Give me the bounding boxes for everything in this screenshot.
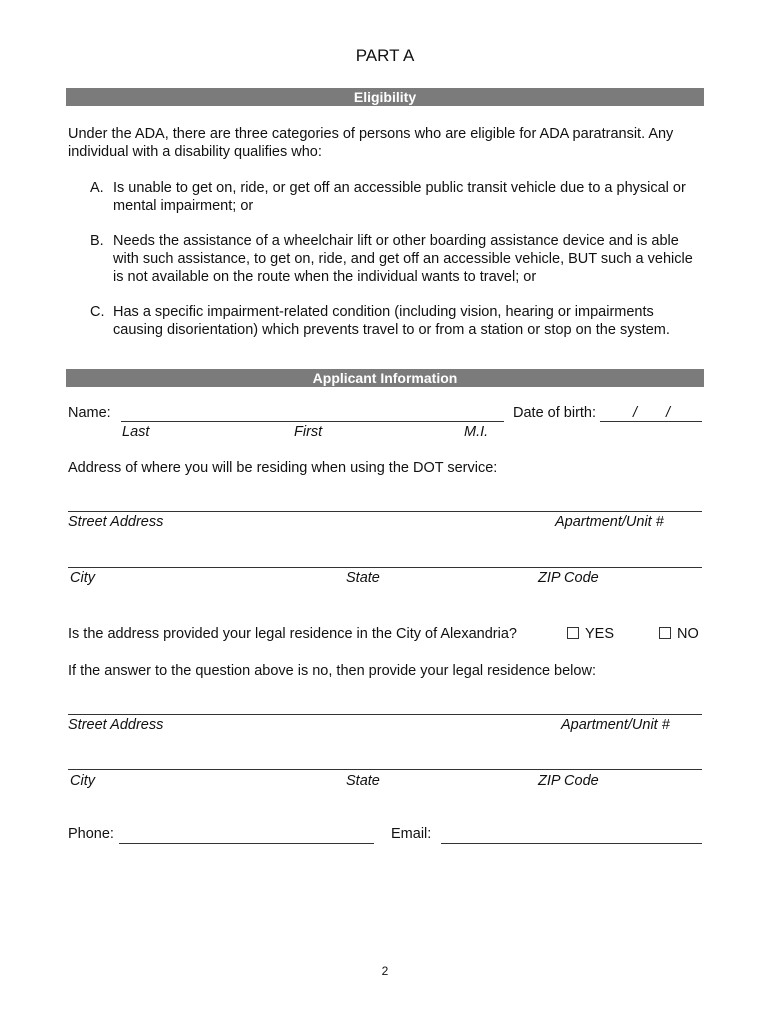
- street-address-caption: Street Address: [68, 514, 164, 530]
- legal-street-address-input-line[interactable]: [68, 714, 702, 715]
- no-option[interactable]: [659, 626, 699, 642]
- name-input-line[interactable]: [121, 421, 504, 422]
- legal-apartment-unit-caption: Apartment/Unit #: [561, 717, 670, 733]
- dob-separator-2: /: [666, 405, 671, 421]
- address-prompt: Address of where you will be residing when using the DOT service:: [68, 460, 498, 476]
- no-checkbox[interactable]: [659, 627, 671, 639]
- legal-state-caption: State: [346, 773, 380, 789]
- legal-residence-prompt: If the answer to the question above is no, then provide your legal residence below:: [68, 663, 596, 679]
- item-text: Needs the assistance of a wheelchair lift or other boarding assistance device and is able with such assistance, to get on, ride, and get off an accessible vehicle, BUT such a vehicle is not available on the route when the individual wants to travel; or: [113, 233, 693, 285]
- email-input-line[interactable]: [441, 843, 702, 844]
- city-caption: City: [70, 570, 95, 586]
- dob-label: Date of birth:: [513, 405, 597, 421]
- yes-label: YES: [585, 626, 615, 642]
- apartment-unit-caption: Apartment/Unit #: [555, 514, 664, 530]
- dob-separator-1: /: [633, 405, 638, 421]
- zip-caption: ZIP Code: [538, 570, 599, 586]
- legal-street-address-caption: Street Address: [68, 717, 164, 733]
- applicant-section-header: Applicant Information: [66, 369, 704, 387]
- item-label: A.: [90, 180, 104, 196]
- phone-label: Phone:: [68, 826, 114, 842]
- phone-input-line[interactable]: [119, 843, 374, 844]
- page-title: PART A: [355, 46, 415, 65]
- item-text: Is unable to get on, ride, or get off an accessible public transit vehicle due to a physical or mental impairment; or: [113, 180, 686, 214]
- item-label: C.: [90, 304, 105, 320]
- legal-city-state-zip-input-line[interactable]: [68, 769, 702, 770]
- email-label: Email:: [391, 826, 432, 842]
- name-first-caption: First: [294, 424, 323, 440]
- item-text: Has a specific impairment-related condition (including vision, hearing or impairments causing disorientation) which prevents travel to or from a station or stop on the system.: [113, 304, 670, 338]
- eligibility-section-header: Eligibility: [66, 88, 704, 106]
- state-caption: State: [346, 570, 380, 586]
- no-label: NO: [677, 626, 699, 642]
- legal-city-caption: City: [70, 773, 95, 789]
- street-address-input-line[interactable]: [68, 511, 702, 512]
- residence-question: Is the address provided your legal residence in the City of Alexandria?: [68, 626, 517, 642]
- legal-zip-caption: ZIP Code: [538, 773, 599, 789]
- eligibility-intro: Under the ADA, there are three categories of persons who are eligible for ADA paratransit. Any individual with a disability qualifies who:: [68, 126, 674, 160]
- name-label: Name:: [68, 405, 111, 421]
- item-label: B.: [90, 233, 104, 249]
- name-mi-caption: M.I.: [464, 424, 489, 440]
- yes-checkbox[interactable]: [567, 627, 579, 639]
- name-last-caption: Last: [122, 424, 150, 440]
- city-state-zip-input-line[interactable]: [68, 567, 702, 568]
- dob-input-line[interactable]: [600, 421, 702, 422]
- page-number: 2: [381, 964, 389, 978]
- yes-option[interactable]: [567, 626, 614, 642]
